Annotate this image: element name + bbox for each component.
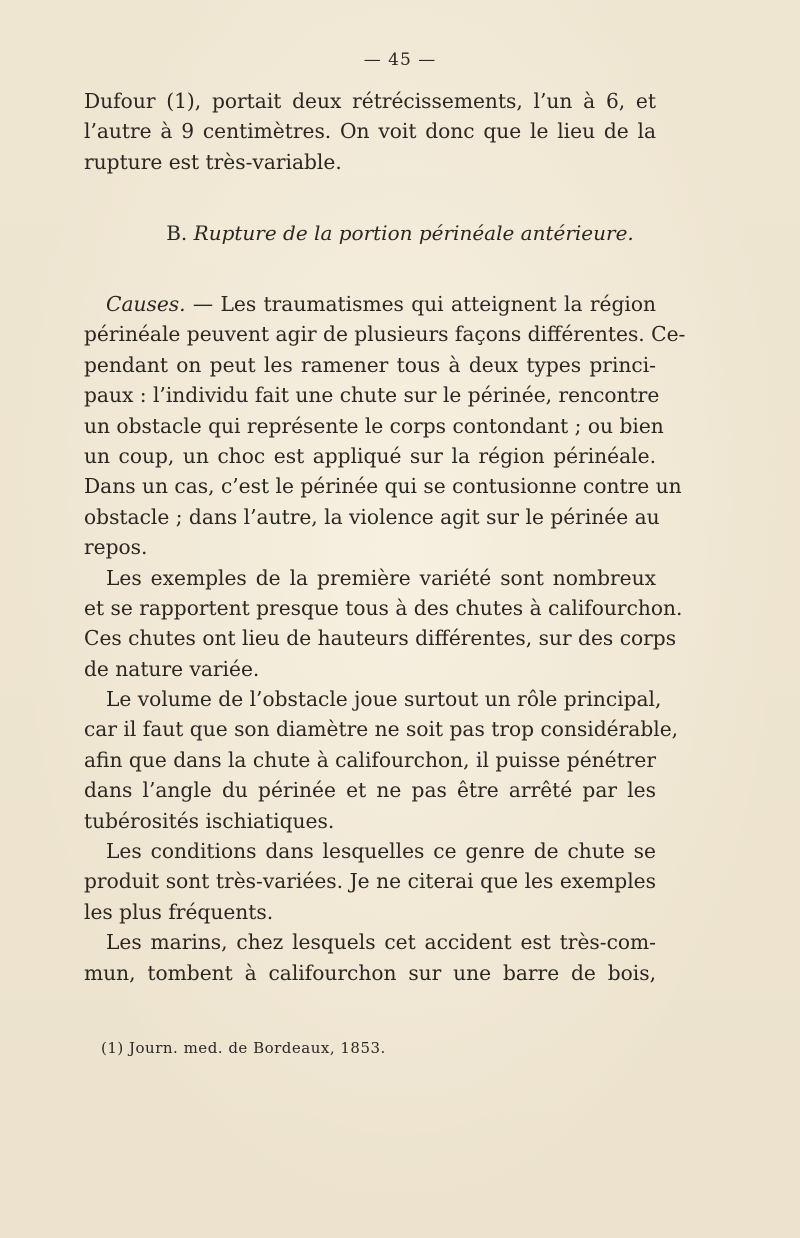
- text-line: afin que dans la chute à califourchon, il puisse pénétrer: [84, 747, 656, 772]
- text-line: paux : l’individu fait une chute sur le périnée, rencontre: [84, 383, 660, 408]
- text-line: Les conditions dans lesquelles ce genre de chute se: [106, 839, 656, 864]
- page-number: — 45 —: [363, 50, 437, 70]
- causes-intro: — Les traumatismes qui atteignent la région: [185, 292, 656, 316]
- text-line: les plus fréquents.: [84, 899, 274, 924]
- text-line: périnéale peuvent agir de plusieurs façons différentes. Ce-: [84, 322, 686, 347]
- text-line: car il faut que son diamètre ne soit pas trop considérable,: [84, 717, 679, 742]
- section-heading: [0, 221, 800, 245]
- text-line: un coup, un choc est appliqué sur la région périnéale.: [84, 443, 656, 468]
- text-line: produit sont très-variées. Je ne citerai que les exemples: [84, 869, 656, 894]
- text-line: obstacle ; dans l’autre, la violence agit sur le périnée au: [84, 504, 660, 529]
- paragraph-causes: [84, 289, 686, 988]
- text-line: Les marins, chez lesquels cet accident est très-com-: [106, 930, 656, 955]
- text-line: et se rapportent presque tous à des chutes à califourchon.: [84, 595, 683, 620]
- text-line: Dufour (1), portait deux rétrécissements, l’un à 6, et: [84, 89, 656, 113]
- paragraph-rupture-location: [84, 86, 656, 177]
- footnote: (1) Journ. med. de Bordeaux, 1853.: [101, 1039, 386, 1057]
- text-line: Dans un cas, c’est le périnée qui se contusionne contre un: [84, 474, 682, 499]
- text-line: un obstacle qui représente le corps contondant ; ou bien: [84, 413, 664, 438]
- section-title: Rupture de la portion périnéale antérieure.: [193, 221, 634, 245]
- text-line: Ces chutes ont lieu de hauteurs différentes, sur des corps: [84, 626, 677, 651]
- text-line: pendant on peut les ramener tous à deux types princi-: [84, 352, 656, 377]
- text-line: rupture est très-variable.: [84, 149, 342, 174]
- text-line: [84, 289, 656, 319]
- section-letter: B.: [166, 221, 188, 245]
- text-line: mun, tombent à califourchon sur une barre de bois,: [84, 960, 656, 985]
- text-line: dans l’angle du périnée et ne pas être arrêté par les: [84, 778, 656, 803]
- text-line: Les exemples de la première variété sont nombreux: [106, 565, 656, 590]
- text-line: Le volume de l’obstacle joue surtout un rôle principal,: [106, 687, 662, 712]
- causes-label: Causes.: [106, 292, 186, 316]
- text-line: tubérosités ischiatiques.: [84, 808, 335, 833]
- text-line: de nature variée.: [84, 656, 260, 681]
- text-line: repos.: [84, 535, 148, 560]
- text-line: l’autre à 9 centimètres. On voit donc que le lieu de la: [84, 119, 656, 144]
